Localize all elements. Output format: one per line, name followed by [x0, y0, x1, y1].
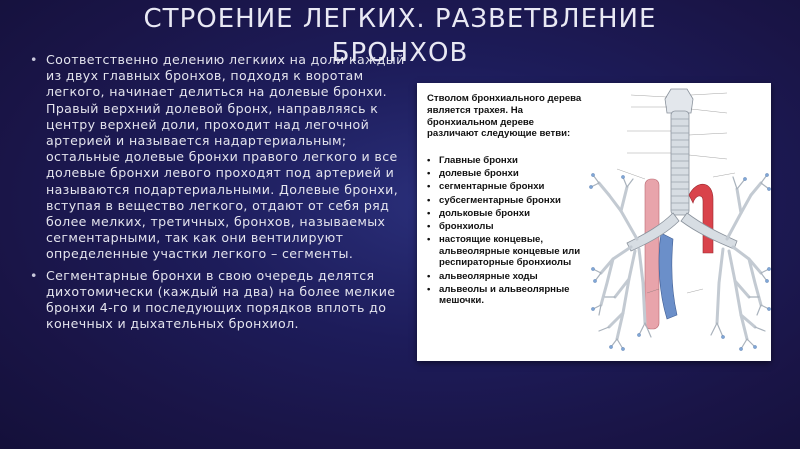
figure-caption: Стволом бронхиального дерева является трахея. На бронхиальном дереве различают следующие ветви:: [427, 93, 582, 140]
bronchial-tree-figure: [417, 83, 771, 361]
bullet-icon: •: [427, 168, 431, 180]
slide-title-line-2: БРОНХОВ: [331, 38, 469, 68]
paragraph-1: [30, 52, 410, 263]
figure-list-item: • настоящие концевые, альвеолярные концевые или респираторные бронхиолы: [427, 234, 581, 269]
bullet-icon: •: [30, 267, 38, 283]
figure-list-item: • альвеолярные ходы: [427, 270, 538, 282]
figure-list: [427, 155, 597, 308]
figure-list-item: • долевые бронхи: [427, 168, 519, 180]
paragraph-2-text: Сегментарные бронхи в свою очередь делятся дихотомически (каждый на два) на более мелкие бронхи 4-го и последующих порядков вплоть до конечных и дыхательных бронхиол.: [46, 267, 396, 332]
figure-list-item: • Главные бронхи: [427, 155, 518, 166]
bullet-icon: •: [427, 234, 431, 246]
paragraph-2: [30, 268, 410, 333]
bronchial-tree-illustration: [587, 83, 771, 361]
bullet-icon: •: [427, 194, 431, 206]
figure-list-item: • сегментарные бронхи: [427, 181, 545, 193]
figure-list-item: • альвеолы и альвеолярные мешочки.: [427, 283, 570, 307]
slide-title-line-1: СТРОЕНИЕ ЛЕГКИХ. РАЗВЕТВЛЕНИЕ: [143, 4, 657, 34]
trachea-shape: [671, 111, 689, 215]
bullet-icon: •: [427, 220, 431, 232]
right-branches: [599, 183, 645, 339]
larynx-shape: [665, 89, 693, 113]
pulmonary-artery-shape: [659, 233, 677, 319]
figure-list-item: • субсегментарные бронхи: [427, 194, 561, 206]
bullet-icon: •: [427, 155, 431, 166]
paragraph-1-text: Соответственно делению легкиих на доли каждый из двух главных бронхов, подходя к воротам легкого, начинает делиться на долевые бронхи. Правый верхний долевой бронх, направляясь к центру верхней доли, проходит над легочной артерией и называется надартериальным; остальные долевые бронхи правого легкого и все долевые бронхи левого проходят под артерией и называются подартериальными. Долевые бронхи, вступая в вещество легкого, отдают от себя ряд более мелких, третичных, бронхов, называемых сегментарными, так как они вентилируют определенные участки легкого – сегменты.: [46, 52, 405, 262]
bullet-icon: •: [427, 207, 431, 219]
bullet-icon: •: [427, 270, 431, 282]
bullet-icon: •: [30, 52, 38, 67]
figure-list-item: • дольковые бронхи: [427, 207, 531, 219]
esophagus-shape: [645, 179, 659, 329]
bullet-icon: •: [427, 283, 431, 295]
bullet-icon: •: [427, 181, 431, 193]
figure-list-item: • бронхиолы: [427, 220, 494, 232]
left-branches: [717, 183, 761, 339]
body-text: [30, 52, 410, 337]
